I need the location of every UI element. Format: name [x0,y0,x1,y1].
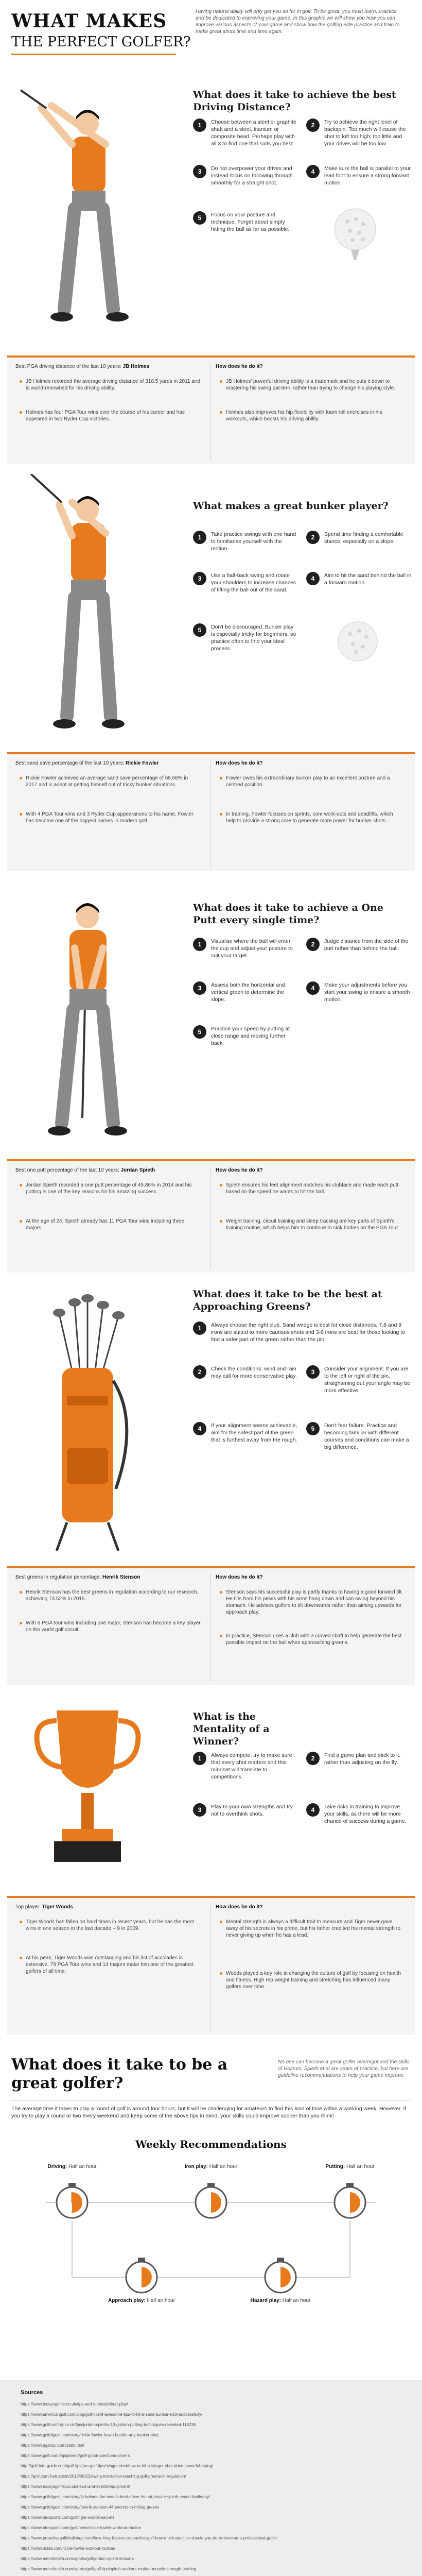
section-driving [0,77,422,469]
stats-panel [7,355,415,464]
conclusion-side-note: No one can become a great golfer overnight and the skills of Holmes, Spieth et al are years of practice, but here are guideline recommendations to help your game improve. [278,2059,410,2078]
conclusion-body: The average time it takes to play a round of golf is around four hours, but it will be challenging for amateurs to find this kind of time within a working week. However, if you try to play a round or two every weekend and keep some of the above tips in mind, your skills could improve sooner than you think! [11,2106,406,2119]
tip-number-1: 1 [193,531,206,544]
stat-bullet: In training, Fowler focuses on sprints, core work-outs and deadlifts, which help to provide a strong core to generate more power for bunker shots. [226,811,403,824]
stat-label: Best one putt percentage of the last 10 years: Jordan Spieth [15,1167,155,1173]
stat-bullet: At the age of 24, Spieth already has 11 PGA Tour wins including three majors. [26,1218,201,1231]
tip-number-1: 1 [193,118,206,132]
stat-bullet: Holmes also improves his hip flexibility with foam roll exercises in his workouts, which boosts his driving ability. [226,409,403,422]
stat-bullet: In practice, Stenson uses a club with a curved shaft to help generate the best possible impact on the ball when approaching greens. [226,1633,403,1646]
tip-number-2: 2 [306,531,320,544]
golfer-bunker-illustration [10,474,165,752]
stopwatch-icon [57,2183,87,2218]
section-title: What does it take to achieve the best Driving Distance? [193,89,396,113]
section-title: What does it take to be the best at Approaching Greens? [193,1289,382,1312]
section-mentality [0,1700,422,2040]
stat-label: Top player: Tiger Woods [15,1904,73,1910]
stats-panel [7,752,415,871]
tip-number-1: 1 [193,938,206,951]
source-link[interactable]: https://www.pgatour.com/stats.html [21,2443,84,2448]
trophy-illustration [10,1700,165,1886]
stat-bullet: JB Holmes recorded the average driving distance of 318.5 yards in 2011 and is world-renowned for his driving ability. [26,379,200,391]
header-intro: Having natural ability will only get you so far in golf. To be great, you must learn, practice and be dedicated to improving your game. In this graphic we will show you how you can improve various aspects of your game and show how the golfing elite practice and train to make great shots time and time again. [196,9,400,35]
stat-label: Best sand save percentage of the last 10 years: Rickie Fowler [15,760,159,766]
source-link[interactable]: https://www.golfdigest.com/story/jb-holmes-the-worlds-best-driver-its-not-private-spieth-secret-battleday/ [21,2495,210,2499]
stat-bullet: Jordan Spieth recorded a one putt percentage of 45.86% in 2014 and his putting is one of the key reasons for his amazing success. [26,1182,201,1195]
tip-1: Always compete: try to make sure that every shot matters and this mindset will translate to competitions. [211,1752,292,1780]
section-title: What does it take to achieve a One Putt every single time? [193,902,383,926]
section-conclusion [0,2056,422,2375]
stat-bullet: Fowler owes his extraordinary bunker play to an excellent posture and a centred position. [226,775,403,788]
source-link[interactable]: https://www.golfdigest.com/story/rickie-fowler-how-i-handle-any-bunker-shot [21,2433,159,2437]
tip-5: Don't fear failure. Practice and becoming familiar with different courses and conditions can make a big difference. [324,1422,409,1450]
stat-bullet: Woods played a key role in changing the culture of golf by focusing on health and fitness. High rep weight training and stretching has influenced many golfers over time. [226,1970,403,1990]
tip-2: Find a game plan and stick to it, rather than adjusting on the fly. [324,1752,401,1766]
tip-3: Play to your own strengths and try not to overthink shots. [211,1804,293,1817]
stat-bullet: Henrik Stenson has the best greens in regulation according to our research, achieving 73.52% in 2015. [26,1589,201,1602]
tip-4: If your alignment seems achievable, aim for the safest part of the green that is furthest away from the rough. [211,1422,297,1443]
tip-number-2: 2 [306,938,320,951]
stats-divider [210,1903,211,2032]
stats-divider [210,363,211,461]
stat-bullet: Stenson says his successful play is partly thanks to having a good forward tilt. He tilts from his pelvis with his arms hang down and can swing beyond his stomach. He advises golfers to tilt downwards rather than aiming upwards for approach play. [226,1589,403,1615]
tip-number-5: 5 [306,1422,320,1435]
source-link[interactable]: https://www.nbcsports.com/golf/tiger-woods-secrets [21,2515,115,2520]
stat-bullet: JB Holmes' powerful driving ability is a trademark and he puts it down to mastering his swing pat-tern, rather than trying to change his playing style. [226,378,403,392]
stat-label: Best PGA driving distance of the last 10 years: JB Holmes [15,364,150,369]
stopwatch-icon [265,2258,296,2293]
golf-bag-illustration [10,1293,165,1571]
tip-number-4: 4 [193,1422,206,1435]
how-label: How does he do it? [216,1904,263,1910]
tip-3: Consider your alignment. If you are to the left or right of the pin, straightening out your angle may be more effective. [324,1366,410,1394]
section-approach [0,1283,422,1690]
golfer-putting-illustration [10,886,165,1154]
tip-number-2: 2 [193,1365,206,1379]
tip-number-4: 4 [306,1803,320,1817]
stopwatch-icons [0,2174,422,2360]
rec-putting: Putting: Half an hour [325,2164,375,2170]
tip-number-3: 3 [193,165,206,178]
tip-1: Choose between a steel or graphite shaft and a steel, titanium or composite head. Perhaps play with all 3 to find one that suits you best. [211,119,296,147]
tip-number-4: 4 [306,572,320,585]
source-link[interactable]: https://www.golfdigest.com/story/henrik-stenson-44-secrets-to-hitting-greens [21,2505,160,2510]
tip-1: Visualise where the ball will enter the cup and adjust your posture to suit your target. [211,938,293,959]
source-link[interactable]: https://www.golfmonthly.co.uk/tips/jordan-spieths-10-golden-putting-techniques-revealed-118236 [21,2422,196,2427]
tip-number-5: 5 [193,623,206,637]
source-link[interactable]: https://www.todaysgolfer.co.uk/tips-and-tutorials/short-play/ [21,2402,128,2406]
tip-2: Spend time finding a comfortable stance, especially on a slope. [324,531,403,545]
tip-5: Don't be discouraged. Bunker play is especially tricky for beginners, so practice often to find your ideal process. [211,624,296,652]
stats-panel [7,1159,415,1273]
sources-panel [0,2380,422,2576]
stat-bullet: At his peak, Tiger Woods was outstanding and his list of accolades is extensive. 79 PGA Tour wins and 14 majors make him one of the greatest golfers of all time. [26,1955,201,1975]
title-underline [11,54,176,55]
tip-4: Take risks in training to improve your skills, as there will be more chance of success during a game. [324,1804,407,1824]
stats-divider [210,1166,211,1269]
tip-number-3: 3 [193,1803,206,1817]
tip-number-3: 3 [193,572,206,585]
rec-hazard-play: Hazard play: Half an hour [250,2298,311,2303]
tip-4: Make your adjustments before you start your swing to ensure a smooth motion. [324,982,410,1003]
tip-number-4: 4 [306,165,320,178]
tip-5: Focus on your posture and technique. Forget about simply hitting the ball as far as possible. [211,212,290,232]
stat-bullet: Spieth ensures his feet alignment matches his clubface and made each putt based on the speed he wants to hit the ball. [226,1182,403,1195]
source-link[interactable]: https://www.nbcsports.com/golf/news/rickie-fowler-workout-routine [21,2526,141,2530]
tip-3: Use a half-back swing and rotate your shoulders to increase chances of lifting the ball out of the sand. [211,572,296,593]
source-link[interactable]: https://www.proactivegolfchallenge.com/how-long-it-takes-to-practice-golf-how-much-practice-should-you-do-to-become-a-professional-golfer [21,2536,277,2540]
stat-bullet: Tiger Woods has fallen on hard times in recent years, but he has the most wins in one season in the last decade – 9 in 2009. [26,1919,201,1932]
how-label: How does he do it? [216,364,263,369]
sources-title: Sources [21,2389,43,2396]
stat-bullet: Weight training, circuit training and sleep tracking are key parts of Spieth's training routine, which helps him to continue to sink birdies on the PGA Tour. [226,1218,403,1231]
tip-4: Aim to hit the sand behind the ball in a forward motion. [324,572,412,586]
section-bunker [0,474,422,876]
tip-2: Try to achieve the right level of backspin. Too much will cause the shot to loft too high; too little and your drives will be too low. [324,119,406,147]
source-link[interactable]: https://www.todaysgolfer.co.uk/news-and-events/equipment/ [21,2484,130,2489]
how-label: How does he do it? [216,1167,263,1173]
stats-divider [210,759,211,868]
stopwatch-icon [126,2258,157,2293]
section-title: What is the Mentality of a Winner? [193,1711,270,1747]
tip-number-1: 1 [193,1752,206,1765]
stats-panel [7,1566,415,1685]
tip-2: Judge distance from the side of the putt rather than behind the ball. [324,938,409,952]
page-title-line2: THE PERFECT GOLFER? [11,34,191,50]
tip-number-3: 3 [306,1365,320,1379]
tip-number-1: 1 [193,1321,206,1335]
rec-iron-play: Iron play: Half an hour [184,2164,238,2170]
tip-2: Check the conditions: wind and rain may call for more conservative play. [211,1366,297,1379]
source-link[interactable]: https://golf.com/instruction/2015/06/23/swing-instruction-teaching-golf-greens-in-regulation/ [21,2474,186,2479]
tip-number-2: 2 [306,118,320,132]
source-link[interactable]: http://golf-info-guide.com/golf-tips/pro-golf-tips/stinger-shot/how-to-hit-a-stinger-shot-drive-powerful-swing/ [21,2464,213,2468]
source-link[interactable]: https://www.golf.com/equipment/golf-good-questions-drivers [21,2453,130,2458]
tip-3: Assess both the horizontal and vertical green to determine the slope. [211,982,285,1003]
tip-number-5: 5 [193,1025,206,1039]
source-link[interactable]: https://www.rickie.com/rickie-fowler-workout-routine/ [21,2546,116,2551]
source-link[interactable]: https://www.americangolf.com/blog/golf-tips/8-awesome-tips-to-hit-a-sand-bunker-shot-successfully/ [21,2412,203,2417]
golf-ball-icon [329,206,381,263]
stat-bullet: With 6 PGA tour wins including one major, Stenson has become a key player on the world golf circuit. [26,1620,201,1633]
tip-4: Make sure the ball is parallel to your lead foot to ensure a strong forward motion. [324,165,411,186]
stat-bullet: Mental strength is always a difficult trait to measure and Tiger never gave away of his secrets in his prime, but his father credited his mental strength to never giving up when he has a lead. [226,1919,403,1939]
page-title-line1: WHAT MAKES [11,10,167,32]
stat-bullet: Holmes has four PGA Tour wins over the course of his career and has appeared in two Ryder Cup victories. [26,409,201,422]
source-link[interactable]: https://www.menshealth.com/sports/golf/jordan-spieth-lessons/ [21,2556,135,2561]
stopwatch-icon [196,2183,226,2218]
stat-bullet: Rickie Fowler achieved an average sand save percentage of 68.66% in 2017 and is adept at getting himself out of tricky bunker situations. [26,775,201,788]
how-label: How does he do it? [216,1574,263,1580]
tip-number-4: 4 [306,981,320,995]
rec-approach-play: Approach play: Half an hour [108,2298,175,2303]
stat-bullet: With 4 PGA Tour wins and 3 Ryder Cup appearances to his name, Fowler has become one of the biggest names in modern golf. [26,811,201,824]
section-title: What makes a great bunker player? [193,500,389,512]
tip-number-2: 2 [306,1752,320,1765]
stats-panel [7,1896,415,2035]
conclusion-title: What does it take to be a great golfer? [11,2056,228,2092]
golf-ball-icon [335,618,381,665]
tip-number-3: 3 [193,981,206,995]
tip-5: Practice your speed by putting at close range and moving further back. [211,1026,290,1046]
tip-1: Take practice swings with one hand to familiarise yourself with the motion. [211,531,296,552]
tip-1: Always choose the right club. Sand wedge is best for close distances, 7,8 and 9 irons are suited to more cautious shots and 3-6 irons are best for those looking to find a safer part of the green rather than the pin. [211,1322,406,1343]
source-link[interactable]: https://www.menshealth.com/sports/golf/golf-tips/spieth-workout-routine-muscle-strength-training [21,2567,197,2571]
tip-3: Do not overpower your drives and instead focus on following through smoothly for a straight shot. [211,165,293,186]
section-putting [0,886,422,1278]
stat-label: Best greens in regulation percentage: Henrik Stenson [15,1574,140,1580]
how-label: How does he do it? [216,760,263,766]
weekly-title: Weekly Recommendations [135,2138,287,2150]
tip-number-5: 5 [193,211,206,225]
stopwatch-icon [335,2183,365,2218]
golfer-driving-illustration [10,88,165,355]
rec-driving: Driving: Half an hour [47,2164,97,2170]
stats-divider [210,1573,211,1682]
